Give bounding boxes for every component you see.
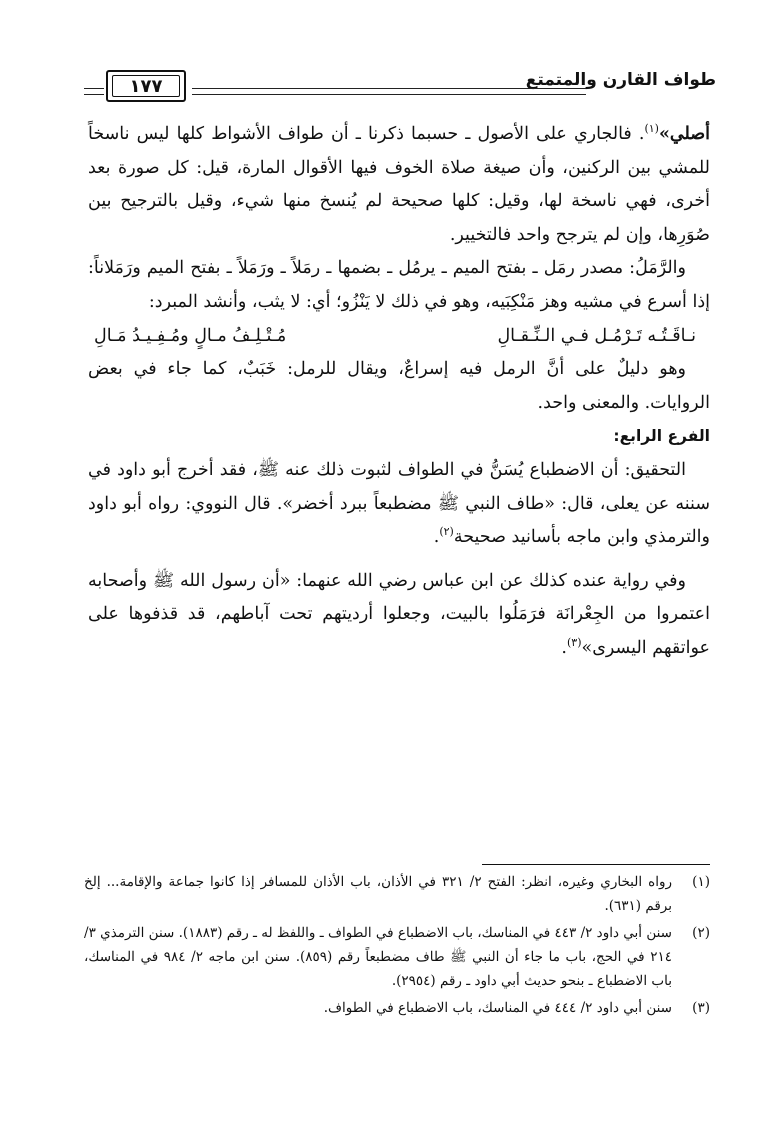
footnote-text: سنن أبي داود ٢/ ٤٤٤ في المناسك، باب الاضطباع في الطواف. bbox=[323, 1000, 672, 1016]
footnote-text: رواه البخاري وغيره، انظر: الفتح ٢/ ٣٢١ في الأذان، باب الأذان للمسافر إذا كانوا جماعة والإقامة... إلخ برقم (٦٣١). bbox=[84, 874, 672, 914]
footnote-number: (٢) bbox=[692, 925, 710, 941]
paragraph-4-text: التحقيق: أن الاضطباع يُسَنُّ في الطواف لثبوت ذلك عنه ﷺ، فقد أخرج أبو داود في سننه عن يعلى، قال: «طاف النبي ﷺ مضطبعاً ببرد أخضر». قال النووي: رواه أبو داود والترمذي وابن ماجه بأسانيد صحيحة bbox=[88, 459, 710, 548]
header-rule bbox=[192, 88, 586, 95]
paragraph-2: والرَّمَلُ: مصدر رمَل ـ بفتح الميم ـ يرمُل ـ بضمها ـ رمَلاً ـ ورَمَلاً ـ بفتح الميم ورَمَلاناً: إذا أسرع في مشيه وهز مَنْكِبَيه، وهو في ذلك لا يَنْزُو؛ أي: لا يثب، وأنشد المبرد: bbox=[88, 258, 710, 312]
footnote-item bbox=[84, 996, 710, 1020]
paragraph-5-end: . bbox=[561, 637, 567, 658]
paragraph-4 bbox=[88, 454, 710, 555]
paragraph-1 bbox=[88, 118, 710, 252]
paragraph-3: وهو دليلٌ على أنَّ الرمل فيه إسراعٌ، ويقال للرمل: خَبَبٌ، كما جاء في بعض الروايات. والمعنى واحد. bbox=[88, 359, 710, 413]
footnote-number: (٣) bbox=[692, 1000, 710, 1016]
quote-end: أصلي» bbox=[658, 124, 710, 144]
footnote-text: سنن أبي داود ٢/ ٤٤٣ في المناسك، باب الاضطباع في الطواف ـ واللفظ له ـ رقم (١٨٨٣). سنن الترمذي ٣/ ٢١٤ في الحج، باب ما جاء أن النبي ﷺ طاف مضطبعاً رقم (٨٥٩). سنن ابن ماجه ٢/ ٩٨٤ في المناسك، باب الاضطباع ـ بنحو حديث أبي داود ـ رقم (٢٩٥٤). bbox=[84, 925, 672, 989]
paragraph-5-text: وفي رواية عنده كذلك عن ابن عباس رضي الله عنهما: «أن رسول الله ﷺ وأصحابه اعتمروا من الجِعْرانَة فرَمَلُوا بالبيت، وجعلوا أرديتهم تحت آباطهم، قد قذفوها على عواتقهم اليسرى» bbox=[88, 570, 710, 658]
page-header bbox=[84, 70, 716, 106]
section-heading: الفرع الرابع: bbox=[613, 427, 710, 446]
footnote-ref-1[interactable]: (١) bbox=[644, 122, 659, 136]
page-number: ١٧٧ bbox=[112, 75, 180, 97]
footnotes bbox=[84, 870, 710, 1023]
verse-first-hemistich: نـاقَـتُـه تَـرْمُـل فـي الـنِّـقـالِ bbox=[497, 325, 696, 346]
paragraph-gap bbox=[88, 555, 710, 565]
poetry-verse bbox=[88, 320, 710, 354]
page-number-frame bbox=[106, 70, 186, 102]
footnote-item bbox=[84, 870, 710, 918]
header-rule-left bbox=[84, 88, 104, 95]
footnote-ref-2[interactable]: (٢) bbox=[439, 525, 454, 539]
running-title: طواف القارن والمتمتع bbox=[525, 70, 716, 90]
paragraph-1-text: . فالجاري على الأصول ـ حسبما ذكرنا ـ أن طواف الأشواط كلها ليس ناسخاً للمشي بين الركنين، وأن صيغة صلاة الخوف فيها الأقوال المارة، قيل: كل صورة بعد أخرى، فهي ناسخة لها، وقيل: كلها صحيحة لم يُنسخ منها شيء، وقيل بالترجيح بين صُوَرِها، وإن لم يترجح واحد فالتخيير. bbox=[88, 124, 710, 245]
paragraph-4-end: . bbox=[433, 527, 440, 548]
footnote-number: (١) bbox=[692, 874, 710, 890]
paragraph-5 bbox=[88, 565, 710, 666]
footnote-separator bbox=[482, 864, 710, 865]
main-text bbox=[88, 118, 710, 666]
footnote-item bbox=[84, 921, 710, 993]
footnote-ref-3[interactable]: (٣) bbox=[566, 636, 582, 650]
verse-second-hemistich: مُـتْـلِـفُ مـالٍ ومُـفِـيـدُ مَـالِ bbox=[94, 325, 287, 346]
